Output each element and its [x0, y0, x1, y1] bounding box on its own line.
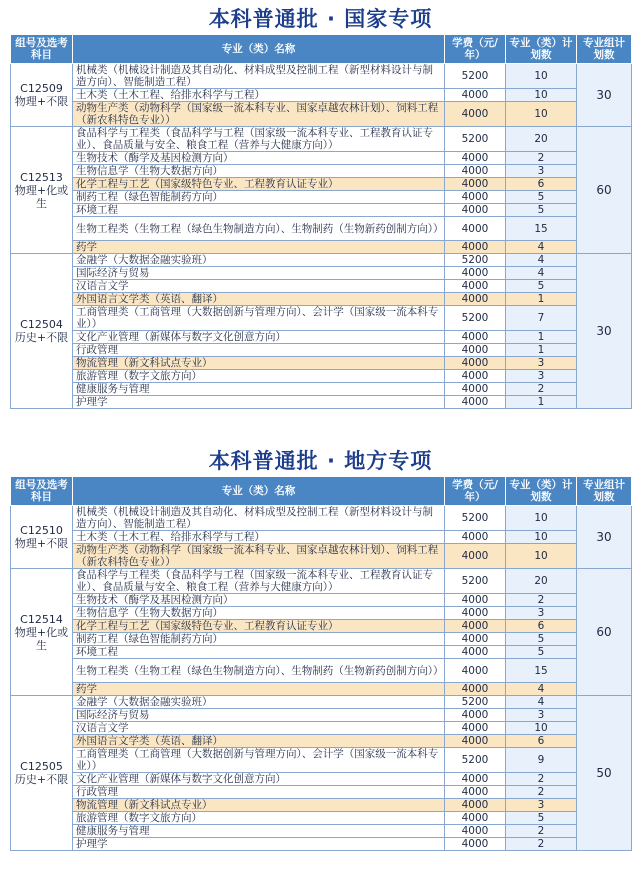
group-subject: 物理+不限	[14, 95, 69, 108]
major-name: 生物信息学（生物大数据方向）	[73, 607, 445, 620]
table-row	[11, 786, 632, 799]
table-row	[11, 735, 632, 748]
table-row	[11, 696, 632, 709]
major-plan: 6	[506, 735, 577, 748]
major-name: 机械类（机械设计制造及其自动化、材料成型及控制工程（新型材料设计与制造方向）、智能制造工程）	[73, 506, 445, 531]
major-plan: 3	[506, 370, 577, 383]
major-name: 化学工程与工艺（国家级特色专业、工程教育认证专业）	[73, 620, 445, 633]
table-row	[11, 178, 632, 191]
major-name: 生物工程类（生物工程（绿色生物制造方向）、生物制药（生物新药创制方向））	[73, 659, 445, 683]
major-plan: 3	[506, 799, 577, 812]
table-row	[11, 569, 632, 594]
major-name: 旅游管理（数字文旅方向）	[73, 370, 445, 383]
major-name: 汉语言文学	[73, 280, 445, 293]
major-plan: 1	[506, 331, 577, 344]
major-plan: 2	[506, 152, 577, 165]
major-plan: 2	[506, 594, 577, 607]
table-row	[11, 633, 632, 646]
table-row	[11, 357, 632, 370]
table-row	[11, 280, 632, 293]
table-row	[11, 306, 632, 331]
major-plan: 1	[506, 344, 577, 357]
tuition: 5200	[445, 748, 506, 773]
major-name: 外国语言文学类（英语、翻译）	[73, 735, 445, 748]
table-row	[11, 607, 632, 620]
major-plan: 2	[506, 838, 577, 851]
group-subject: 历史+不限	[14, 331, 69, 344]
tuition: 4000	[445, 799, 506, 812]
table-row	[11, 506, 632, 531]
table-row	[11, 267, 632, 280]
table-row	[11, 544, 632, 569]
table-row	[11, 191, 632, 204]
major-plan: 6	[506, 620, 577, 633]
tuition: 4000	[445, 646, 506, 659]
tuition: 4000	[445, 838, 506, 851]
major-plan: 10	[506, 722, 577, 735]
major-plan: 3	[506, 709, 577, 722]
major-name: 生物工程类（生物工程（绿色生物制造方向）、生物制药（生物新药创制方向））	[73, 217, 445, 241]
major-plan: 20	[506, 569, 577, 594]
tuition: 4000	[445, 357, 506, 370]
enrollment-table	[10, 34, 632, 409]
group-total: 60	[577, 569, 632, 696]
major-plan: 3	[506, 607, 577, 620]
group-code: C12505	[20, 760, 63, 773]
group-cell	[11, 506, 73, 569]
major-name: 食品科学与工程类（食品科学与工程（国家级一流本科专业、工程教育认证专业）、食品质量与安全、粮食工程（营养与大健康方向））	[73, 127, 445, 152]
tuition: 4000	[445, 659, 506, 683]
table-header-row	[11, 477, 632, 506]
tuition: 4000	[445, 191, 506, 204]
tuition: 4000	[445, 825, 506, 838]
tuition: 4000	[445, 594, 506, 607]
major-name: 土木类（土木工程、给排水科学与工程）	[73, 531, 445, 544]
major-name: 制药工程（绿色智能制药方向）	[73, 191, 445, 204]
major-name: 化学工程与工艺（国家级特色专业、工程教育认证专业）	[73, 178, 445, 191]
table-row	[11, 799, 632, 812]
major-name: 金融学（大数据金融实验班）	[73, 696, 445, 709]
major-plan: 2	[506, 786, 577, 799]
major-name: 动物生产类（动物科学（国家级一流本科专业、国家卓越农林计划）、饲料工程（新农科特色专业））	[73, 102, 445, 127]
header-major-name: 专业（类）名称	[73, 477, 445, 506]
table-row	[11, 659, 632, 683]
major-plan: 20	[506, 127, 577, 152]
header-major-plan: 专业（类）计划数	[506, 35, 577, 64]
table-row	[11, 127, 632, 152]
group-subject: 物理+化或生	[14, 625, 69, 652]
table-row	[11, 722, 632, 735]
group-cell	[11, 64, 73, 127]
major-plan: 2	[506, 773, 577, 786]
major-name: 生物技术（酶学及基因检测方向）	[73, 594, 445, 607]
major-plan: 10	[506, 89, 577, 102]
tuition: 4000	[445, 773, 506, 786]
major-plan: 1	[506, 293, 577, 306]
header-group-plan: 专业组计划数	[577, 35, 632, 64]
major-name: 药学	[73, 241, 445, 254]
major-plan: 3	[506, 165, 577, 178]
tuition: 4000	[445, 735, 506, 748]
tuition: 4000	[445, 722, 506, 735]
tuition: 4000	[445, 293, 506, 306]
group-cell	[11, 254, 73, 409]
group-code: C12510	[20, 524, 63, 537]
tuition: 4000	[445, 152, 506, 165]
group-code: C12513	[20, 170, 63, 184]
table-row	[11, 344, 632, 357]
tuition: 4000	[445, 280, 506, 293]
major-name: 行政管理	[73, 344, 445, 357]
tuition: 4000	[445, 633, 506, 646]
major-plan: 5	[506, 646, 577, 659]
table-row	[11, 241, 632, 254]
major-plan: 10	[506, 544, 577, 569]
table-row	[11, 773, 632, 786]
major-name: 动物生产类（动物科学（国家级一流本科专业、国家卓越农林计划）、饲料工程（新农科特色专业））	[73, 544, 445, 569]
major-plan: 9	[506, 748, 577, 773]
tuition: 4000	[445, 812, 506, 825]
tuition: 4000	[445, 241, 506, 254]
table-row	[11, 217, 632, 241]
tuition: 4000	[445, 683, 506, 696]
major-name: 文化产业管理（新媒体与数字文化创意方向）	[73, 773, 445, 786]
major-name: 环境工程	[73, 204, 445, 217]
major-name: 文化产业管理（新媒体与数字文化创意方向）	[73, 331, 445, 344]
tuition: 5200	[445, 127, 506, 152]
section-local	[10, 446, 631, 851]
group-code: C12514	[20, 612, 63, 626]
major-plan: 5	[506, 633, 577, 646]
tuition: 4000	[445, 607, 506, 620]
major-name: 金融学（大数据金融实验班）	[73, 254, 445, 267]
table-row	[11, 254, 632, 267]
major-name: 国际经济与贸易	[73, 267, 445, 280]
table-row	[11, 370, 632, 383]
tuition: 4000	[445, 370, 506, 383]
major-name: 生物技术（酶学及基因检测方向）	[73, 152, 445, 165]
major-name: 生物信息学（生物大数据方向）	[73, 165, 445, 178]
major-plan: 4	[506, 683, 577, 696]
major-plan: 5	[506, 812, 577, 825]
header-group-code: 组号及选考科目	[11, 477, 73, 506]
major-plan: 10	[506, 531, 577, 544]
tuition: 4000	[445, 531, 506, 544]
table-row	[11, 64, 632, 89]
group-subject: 物理+不限	[14, 537, 69, 550]
table-row	[11, 383, 632, 396]
table-row	[11, 293, 632, 306]
major-plan: 10	[506, 64, 577, 89]
table-row	[11, 838, 632, 851]
major-name: 健康服务与管理	[73, 383, 445, 396]
major-name: 工商管理类（工商管理（大数据创新与管理方向）、会计学（国家级一流本科专业））	[73, 748, 445, 773]
table-row	[11, 594, 632, 607]
header-tuition: 学费（元/年）	[445, 477, 506, 506]
major-name: 工商管理类（工商管理（大数据创新与管理方向）、会计学（国家级一流本科专业））	[73, 306, 445, 331]
group-subject: 物理+化或生	[14, 183, 69, 210]
major-name: 食品科学与工程类（食品科学与工程（国家级一流本科专业、工程教育认证专业）、食品质量与安全、粮食工程（营养与大健康方向））	[73, 569, 445, 594]
tuition: 4000	[445, 331, 506, 344]
table-row	[11, 165, 632, 178]
major-name: 行政管理	[73, 786, 445, 799]
tuition: 4000	[445, 89, 506, 102]
tuition: 5200	[445, 506, 506, 531]
major-plan: 4	[506, 267, 577, 280]
group-total: 50	[577, 696, 632, 851]
major-plan: 1	[506, 396, 577, 409]
major-name: 机械类（机械设计制造及其自动化、材料成型及控制工程（新型材料设计与制造方向）、智能制造工程）	[73, 64, 445, 89]
header-major-name: 专业（类）名称	[73, 35, 445, 64]
major-plan: 4	[506, 696, 577, 709]
table-row	[11, 204, 632, 217]
major-plan: 3	[506, 357, 577, 370]
major-plan: 2	[506, 383, 577, 396]
tuition: 5200	[445, 696, 506, 709]
table-row	[11, 102, 632, 127]
header-tuition: 学费（元/年）	[445, 35, 506, 64]
tuition: 5200	[445, 64, 506, 89]
tuition: 4000	[445, 786, 506, 799]
tuition: 5200	[445, 569, 506, 594]
table-row	[11, 825, 632, 838]
tuition: 4000	[445, 620, 506, 633]
major-name: 物流管理（新文科试点专业）	[73, 799, 445, 812]
section-title: 本科普通批 · 国家专项	[208, 7, 433, 31]
major-plan: 10	[506, 102, 577, 127]
tuition: 4000	[445, 217, 506, 241]
major-plan: 15	[506, 659, 577, 683]
table-row	[11, 709, 632, 722]
major-name: 物流管理（新文科试点专业）	[73, 357, 445, 370]
table-row	[11, 152, 632, 165]
major-plan: 5	[506, 204, 577, 217]
table-row	[11, 812, 632, 825]
major-name: 健康服务与管理	[73, 825, 445, 838]
tuition: 4000	[445, 102, 506, 127]
table-row	[11, 331, 632, 344]
tuition: 4000	[445, 165, 506, 178]
group-cell	[11, 696, 73, 851]
group-code: C12504	[20, 318, 63, 331]
major-name: 外国语言文学类（英语、翻译）	[73, 293, 445, 306]
table-row	[11, 396, 632, 409]
group-total: 30	[577, 64, 632, 127]
table-row	[11, 646, 632, 659]
tuition: 4000	[445, 204, 506, 217]
major-name: 护理学	[73, 838, 445, 851]
section-national	[10, 4, 631, 409]
header-major-plan: 专业（类）计划数	[506, 477, 577, 506]
group-cell	[11, 127, 73, 254]
tuition: 4000	[445, 396, 506, 409]
table-row	[11, 683, 632, 696]
major-name: 土木类（土木工程、给排水科学与工程）	[73, 89, 445, 102]
major-plan: 4	[506, 254, 577, 267]
enrollment-table	[10, 476, 632, 851]
major-plan: 5	[506, 280, 577, 293]
table-row	[11, 531, 632, 544]
tuition: 4000	[445, 709, 506, 722]
major-plan: 10	[506, 506, 577, 531]
major-plan: 5	[506, 191, 577, 204]
table-row	[11, 89, 632, 102]
group-total: 30	[577, 254, 632, 409]
group-code: C12509	[20, 82, 63, 95]
tuition: 4000	[445, 178, 506, 191]
group-total: 60	[577, 127, 632, 254]
group-total: 30	[577, 506, 632, 569]
table-row	[11, 620, 632, 633]
tuition: 4000	[445, 383, 506, 396]
major-name: 旅游管理（数字文旅方向）	[73, 812, 445, 825]
tuition: 4000	[445, 344, 506, 357]
major-name: 环境工程	[73, 646, 445, 659]
group-subject: 历史+不限	[14, 773, 69, 786]
major-name: 药学	[73, 683, 445, 696]
major-name: 制药工程（绿色智能制药方向）	[73, 633, 445, 646]
major-plan: 15	[506, 217, 577, 241]
tuition: 5200	[445, 306, 506, 331]
major-plan: 4	[506, 241, 577, 254]
major-plan: 2	[506, 825, 577, 838]
table-row	[11, 748, 632, 773]
major-plan: 7	[506, 306, 577, 331]
section-title: 本科普通批 · 地方专项	[208, 449, 433, 473]
major-name: 汉语言文学	[73, 722, 445, 735]
table-header-row	[11, 35, 632, 64]
major-name: 护理学	[73, 396, 445, 409]
major-name: 国际经济与贸易	[73, 709, 445, 722]
header-group-code: 组号及选考科目	[11, 35, 73, 64]
tuition: 5200	[445, 254, 506, 267]
tuition: 4000	[445, 267, 506, 280]
header-group-plan: 专业组计划数	[577, 477, 632, 506]
major-plan: 6	[506, 178, 577, 191]
group-cell	[11, 569, 73, 696]
tuition: 4000	[445, 544, 506, 569]
